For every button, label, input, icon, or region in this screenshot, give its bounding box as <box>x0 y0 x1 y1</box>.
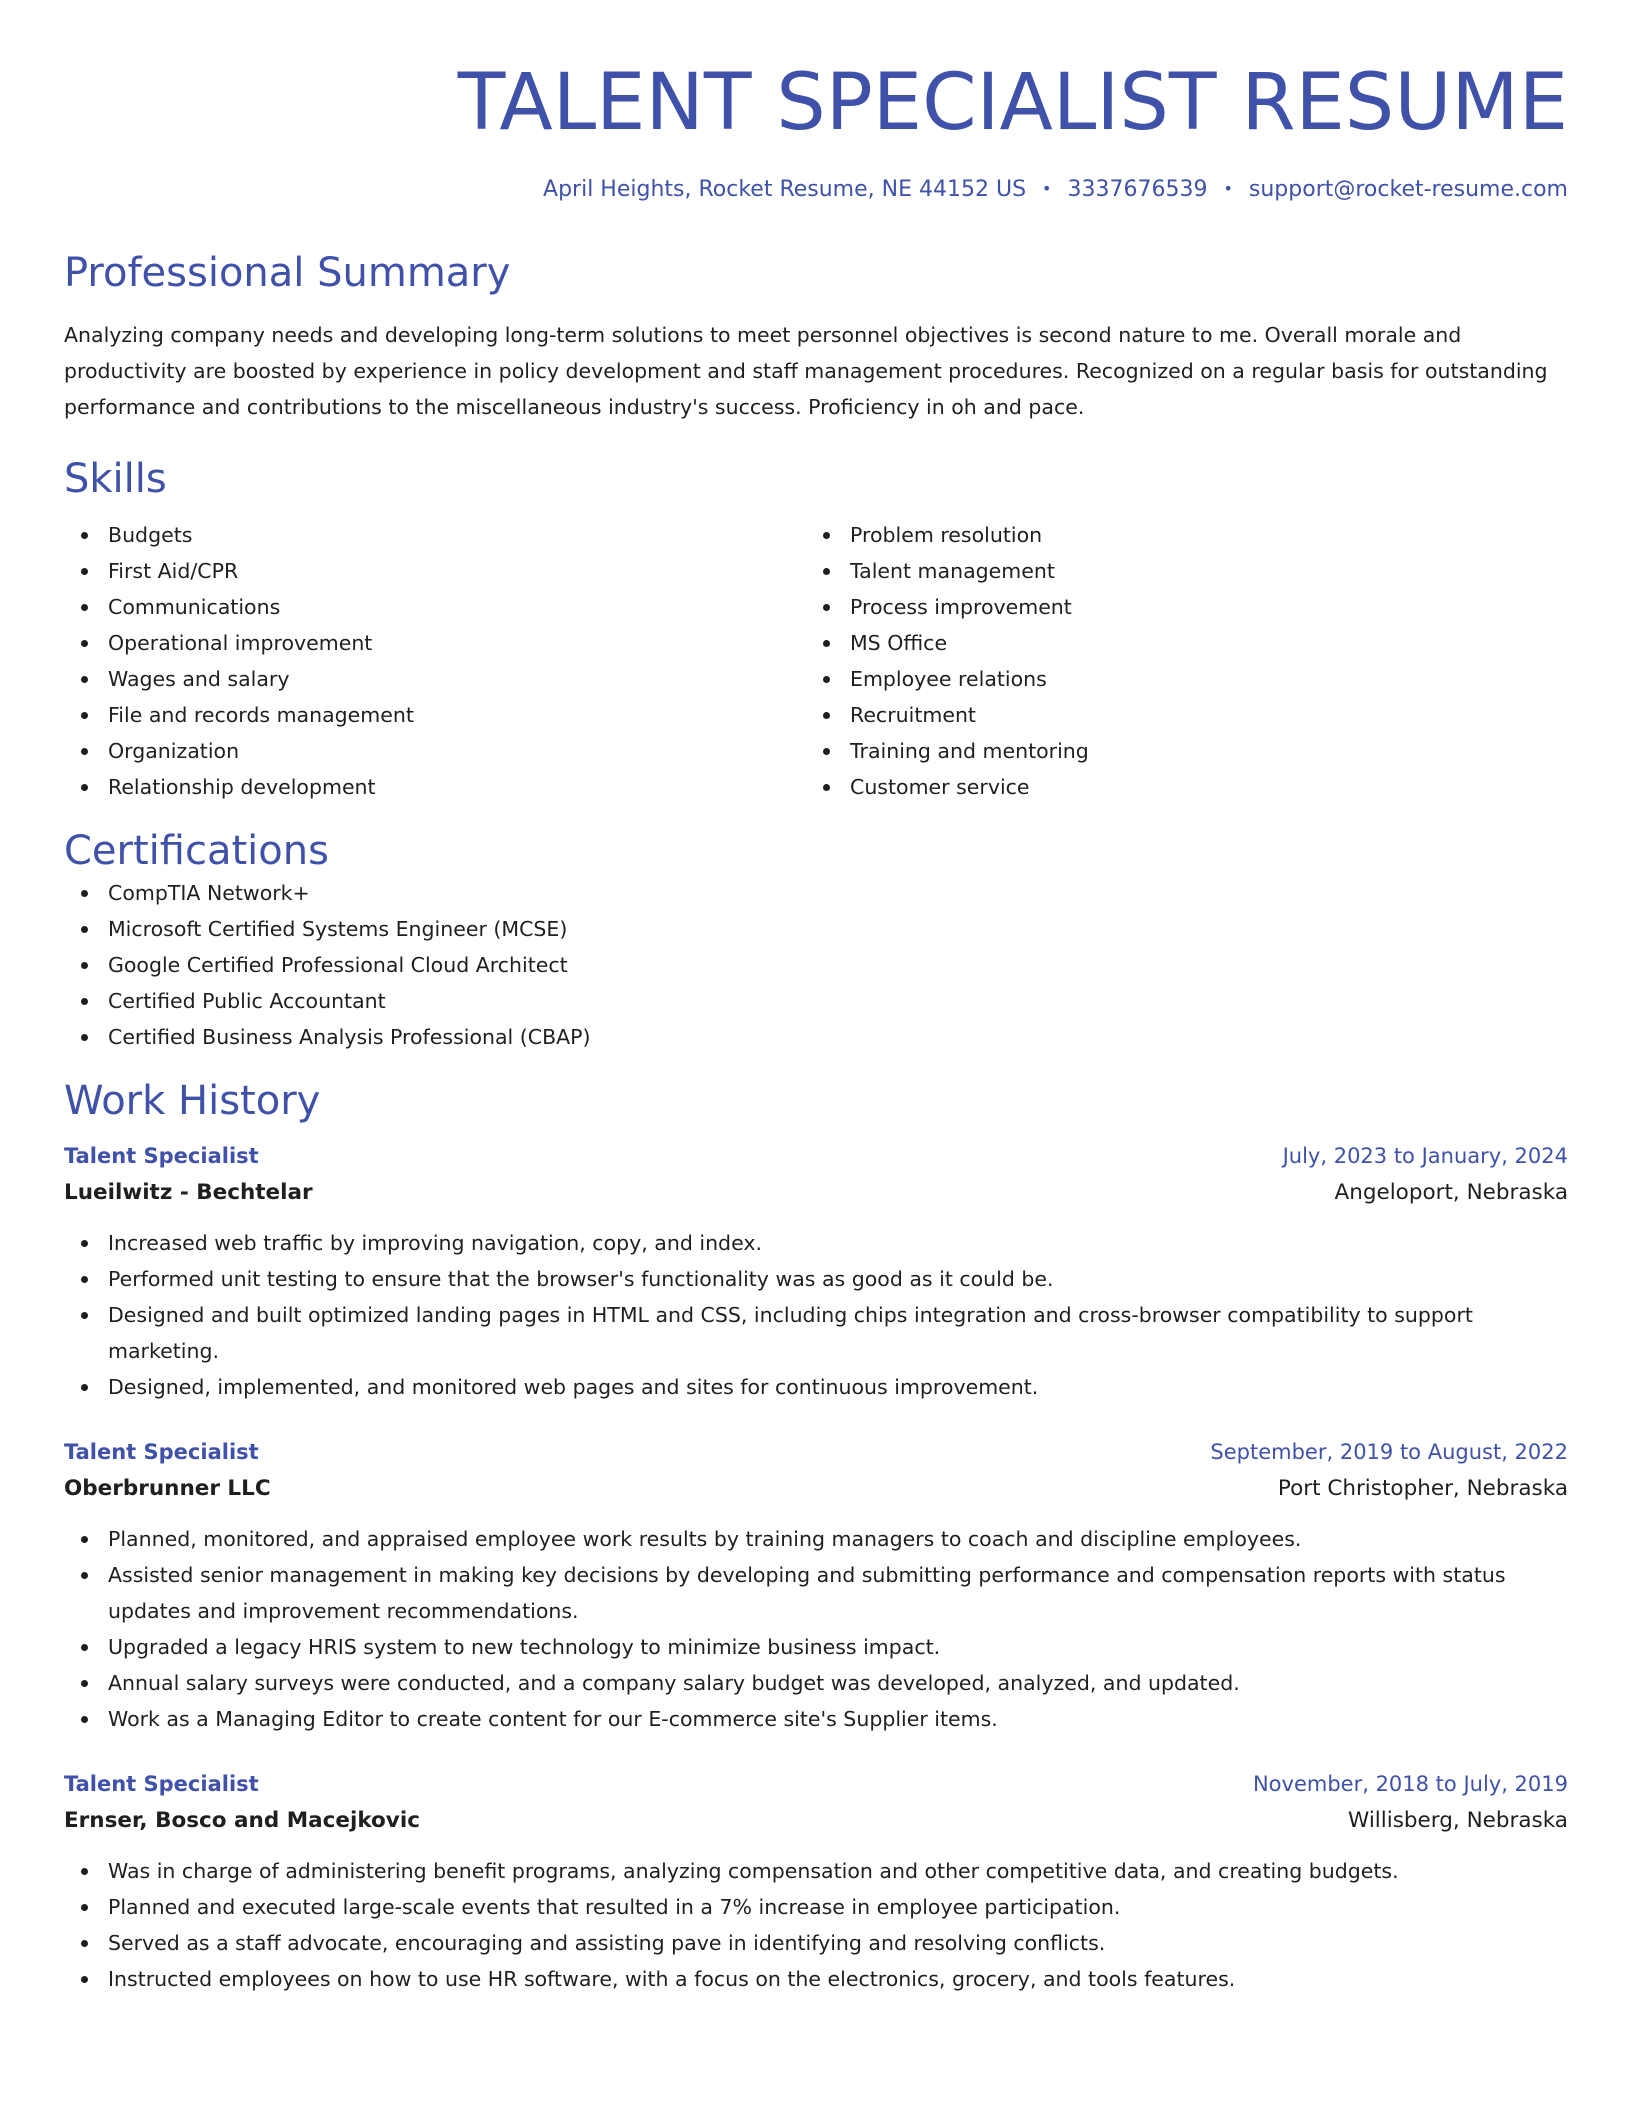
skill-item: Process improvement <box>806 589 1548 625</box>
job-company: Lueilwitz - Bechtelar <box>64 1180 313 1205</box>
summary-text: Analyzing company needs and developing long-term solutions to meet personnel objectives is second nature to me. Overall morale and productivity are boosted by experience in policy development and staff management procedures. Recognized on a regular basis for outstanding performance and contributions to the miscellaneous industry's success. Proficiency in oh and pace. <box>64 323 1548 419</box>
job-duties <box>64 1521 1568 1737</box>
job-duty: Designed, implemented, and monitored web pages and sites for continuous improvement. <box>64 1369 1568 1405</box>
job-company: Ernser, Bosco and Macejkovic <box>64 1808 420 1833</box>
summary-heading: Professional Summary <box>64 250 511 296</box>
certifications-heading: Certifications <box>64 828 329 874</box>
resume-title: TALENT SPECIALIST RESUME <box>457 58 1568 148</box>
job-title: Talent Specialist <box>64 1144 259 1168</box>
certification-item: Certified Business Analysis Professional (CBAP) <box>64 1019 1568 1055</box>
job-location: Willisberg, Nebraska <box>1348 1808 1568 1833</box>
contact-separator: • <box>1223 179 1233 198</box>
skills-list <box>64 517 1568 805</box>
job-duty: Upgraded a legacy HRIS system to new technology to minimize business impact. <box>64 1629 1568 1665</box>
skill-item: Relationship development <box>64 769 806 805</box>
job-duties <box>64 1225 1568 1405</box>
job-dates: September, 2019 to August, 2022 <box>1210 1440 1568 1464</box>
job-duty: Planned and executed large-scale events that resulted in a 7% increase in employee participation. <box>64 1889 1568 1925</box>
skill-item: Operational improvement <box>64 625 806 661</box>
contact-phone: 3337676539 <box>1067 177 1208 202</box>
skill-item: Talent management <box>806 553 1548 589</box>
certification-item: CompTIA Network+ <box>64 875 1568 911</box>
job-duty: Assisted senior management in making key decisions by developing and submitting performance and compensation reports with status updates and improvement recommendations. <box>64 1557 1568 1629</box>
certifications-list <box>64 875 1568 1055</box>
job-duty: Increased web traffic by improving navigation, copy, and index. <box>64 1225 1568 1261</box>
contact-email[interactable]: support@rocket-resume.com <box>1248 177 1568 202</box>
skill-item: Customer service <box>806 769 1548 805</box>
job-dates: November, 2018 to July, 2019 <box>1252 1772 1568 1796</box>
job-duty: Planned, monitored, and appraised employee work results by training managers to coach and discipline employees. <box>64 1521 1568 1557</box>
skill-item: Problem resolution <box>806 517 1548 553</box>
skill-item: File and records management <box>64 697 806 733</box>
certification-item: Microsoft Certified Systems Engineer (MCSE) <box>64 911 1568 947</box>
skills-column-left <box>64 517 806 805</box>
job-dates: July, 2023 to January, 2024 <box>1282 1144 1568 1168</box>
job-duty: Annual salary surveys were conducted, and a company salary budget was developed, analyzed, and updated. <box>64 1665 1568 1701</box>
certification-item: Certified Public Accountant <box>64 983 1568 1019</box>
skill-item: Budgets <box>64 517 806 553</box>
skill-item: MS Office <box>806 625 1548 661</box>
job-duty: Designed and built optimized landing pages in HTML and CSS, including chips integration and cross-browser compatibility to support marketing. <box>64 1297 1568 1369</box>
skills-heading: Skills <box>64 456 167 502</box>
skill-item: First Aid/CPR <box>64 553 806 589</box>
skill-item: Wages and salary <box>64 661 806 697</box>
skill-item: Recruitment <box>806 697 1548 733</box>
job-company: Oberbrunner LLC <box>64 1476 271 1501</box>
job-entry <box>64 1767 1568 1997</box>
job-duty: Instructed employees on how to use HR software, with a focus on the electronics, grocery, and tools features. <box>64 1961 1568 1997</box>
certification-item: Google Certified Professional Cloud Architect <box>64 947 1568 983</box>
job-location: Port Christopher, Nebraska <box>1277 1476 1568 1501</box>
job-duty: Was in charge of administering benefit programs, analyzing compensation and other competitive data, and creating budgets. <box>64 1853 1568 1889</box>
skill-item: Training and mentoring <box>806 733 1548 769</box>
skill-item: Communications <box>64 589 806 625</box>
skill-item: Organization <box>64 733 806 769</box>
job-entry <box>64 1435 1568 1737</box>
job-duties <box>64 1853 1568 1997</box>
resume-page <box>64 0 1568 1997</box>
contact-line <box>64 174 1568 205</box>
job-duty: Work as a Managing Editor to create content for our E-commerce site's Supplier items. <box>64 1701 1568 1737</box>
contact-address: April Heights, Rocket Resume, NE 44152 US <box>543 177 1027 202</box>
job-duty: Served as a staff advocate, encouraging and assisting pave in identifying and resolving conflicts. <box>64 1925 1568 1961</box>
work-history-heading: Work History <box>64 1078 321 1124</box>
job-title: Talent Specialist <box>64 1440 259 1464</box>
job-entry <box>64 1139 1568 1405</box>
job-location: Angeloport, Nebraska <box>1334 1180 1568 1205</box>
skill-item: Employee relations <box>806 661 1548 697</box>
job-title: Talent Specialist <box>64 1772 259 1796</box>
skills-column-right <box>806 517 1548 805</box>
contact-separator: • <box>1042 179 1052 198</box>
job-duty: Performed unit testing to ensure that the browser's functionality was as good as it could be. <box>64 1261 1568 1297</box>
